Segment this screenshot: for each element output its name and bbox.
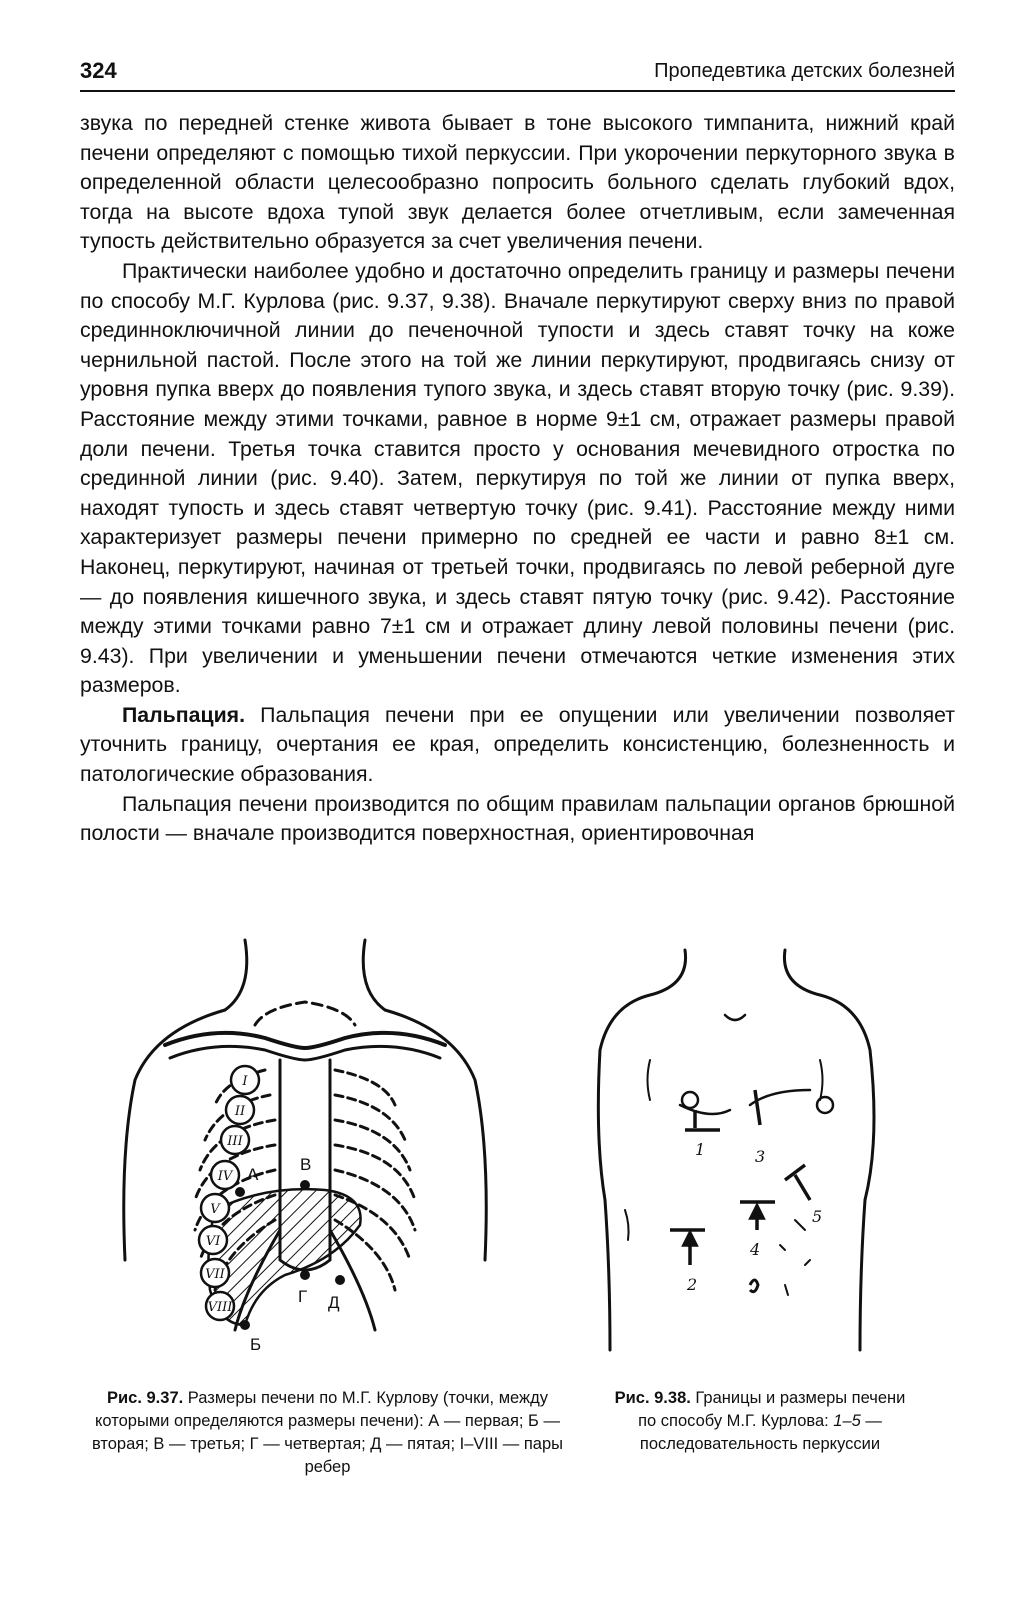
- caption-9-38-text-2: — последовательность перкуссии: [639, 1412, 882, 1453]
- torso-illustration: [590, 940, 890, 1360]
- paragraph-3: [80, 701, 955, 790]
- figures-area: [0, 925, 1022, 1485]
- caption-9-38: [610, 1387, 910, 1456]
- caption-9-37-label: Рис. 9.37.: [107, 1389, 184, 1407]
- paragraph-3-text: Пальпация печени при ее опущении или увеличении позволяет уточнить границу, очертания ее края, определить консистенцию, болезненность и патологические образования.: [80, 702, 955, 787]
- chest-skeleton-illustration: [95, 930, 515, 1370]
- point-v-label: В: [300, 1155, 312, 1174]
- marker-4-label: 4: [750, 1240, 761, 1259]
- body-text: [80, 109, 955, 849]
- page-header: [80, 58, 955, 92]
- point-g-label: Г: [298, 1287, 308, 1306]
- rib-label-7: VII: [205, 1267, 225, 1282]
- marker-3-label: 3: [755, 1147, 766, 1166]
- rib-label-5: V: [210, 1202, 220, 1217]
- page-number: 324: [80, 58, 117, 83]
- palpation-heading: Пальпация.: [122, 702, 246, 727]
- marker-5-label: 5: [812, 1207, 823, 1226]
- figure-9-38: [590, 940, 890, 1360]
- marker-1-label: 1: [695, 1140, 706, 1159]
- rib-label-8: VIII: [207, 1300, 233, 1315]
- point-d-label: Д: [328, 1293, 340, 1312]
- rib-label-4: IV: [217, 1169, 233, 1184]
- rib-label-1: I: [242, 1074, 248, 1089]
- caption-9-38-label: Рис. 9.38.: [614, 1389, 691, 1407]
- caption-9-37-text: Размеры печени по М.Г. Курлову (точки, между которыми определяются размеры печени): А — первая; Б — вторая; В — третья; Г — четвертая; Д — пятая; I–VIII — пары ребер: [91, 1389, 563, 1476]
- point-b-label: Б: [250, 1335, 262, 1354]
- figure-9-37: [95, 930, 515, 1370]
- marker-2-label: 2: [687, 1275, 698, 1294]
- rib-label-3: III: [227, 1134, 243, 1149]
- running-title: Пропедевтика детских болезней: [654, 60, 955, 82]
- paragraph-4: Пальпация печени производится по общим правилам пальпации органов брюшной полости — вначале производится поверхностная, ориентировочная: [80, 791, 955, 846]
- caption-9-38-text-1: Границы и размеры печени по способу М.Г. Курлова:: [638, 1389, 906, 1430]
- paragraph-2: Практически наиболее удобно и достаточно определить границу и размеры печени по способу М.Г. Курлова (рис. 9.37, 9.38). Вначале перкутируют сверху вниз по правой срединноключичной линии до печеночной тупости и здесь ставят точку на коже чернильной пастой. После этого на той же линии перкутируют, продвигаясь снизу от уровня пупка вверх до появления тупого звука, и здесь ставят вторую точку (рис. 9.39). Расстояние между этими точками, равное в норме 9±1 см, отражает размеры правой доли печени. Третья точка ставится просто у основания мечевидного отростка по срединной линии (рис. 9.40). Затем, перкутируя по той же линии от пупка вверх, находят тупость и здесь ставят четвертую точку (рис. 9.41). Расстояние между ними характеризует размеры печени примерно по средней ее части и равно 8±1 см. Наконец, перкутируют, начиная от третьей точки, продвигаясь по левой реберной дуге — до появления кишечного звука, и здесь ставят пятую точку (рис. 9.42). Расстояние между этими точками равно 7±1 см и отражает длину левой половины печени (рис. 9.43). При увеличении и уменьшении печени отмечаются четкие изменения этих размеров.: [80, 258, 955, 698]
- caption-9-38-italic: 1–5: [833, 1412, 861, 1430]
- rib-label-6: VI: [205, 1234, 221, 1249]
- point-a-label: А: [247, 1165, 259, 1184]
- caption-9-37: [70, 1387, 585, 1479]
- paragraph-1: звука по передней стенке живота бывает в тоне высокого тимпанита, нижний край печени определяют с помощью тихой перкуссии. При укорочении перкуторного звука в определенной области целесообразно попросить больного сделать глубокий вдох, тогда на высоте вдоха тупой звук делается более отчетливым, если замеченная тупость действительно образуется за счет увеличения печени.: [80, 111, 955, 254]
- rib-label-2: II: [234, 1104, 246, 1119]
